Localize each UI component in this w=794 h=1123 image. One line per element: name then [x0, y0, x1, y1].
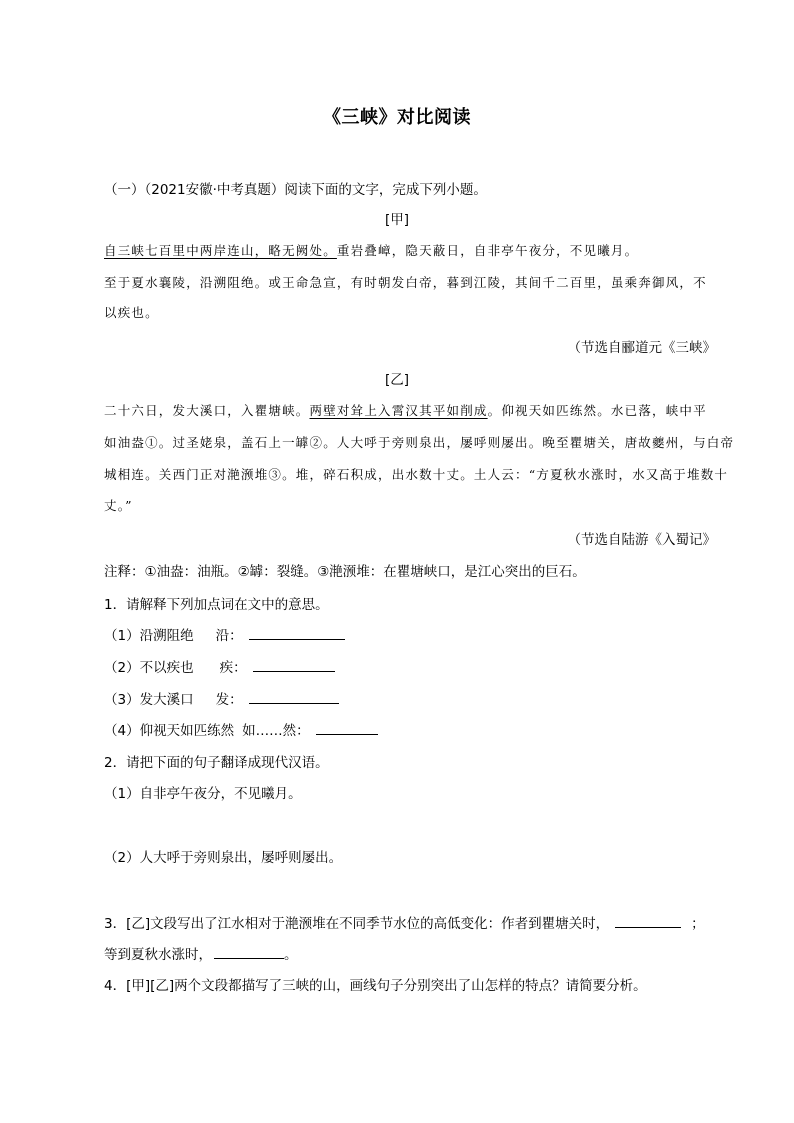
question-3-line-1: [104, 912, 705, 932]
intro-text: （一）（2021安徽·中考真题）阅读下面的文字，完成下列小题。: [104, 182, 487, 198]
question-1-item-2-word: 疾：: [219, 660, 247, 676]
question-1-item-1-word: 沿：: [215, 628, 243, 644]
question-3-line-2: [104, 943, 298, 963]
question-1-item-1-phrase: （1）沿溯阻绝: [104, 628, 194, 644]
yi-underlined-sentence: 两壁对耸上入霄汉其平如削成: [309, 403, 488, 418]
question-1-item-2: [104, 656, 335, 676]
question-3-period: 。: [284, 947, 298, 963]
jia-paragraph-1: [104, 241, 638, 259]
page-title: 《三峡》对比阅读: [323, 107, 471, 128]
yi-line-1-start: 二十六日，发大溪口，入瞿塘峡。: [104, 403, 310, 418]
question-1-item-1: [104, 624, 345, 644]
question-1-item-4-phrase: （4）仰视天如匹练然: [104, 723, 235, 739]
answer-blank-1-2[interactable]: [253, 659, 335, 672]
answer-blank-3-1[interactable]: [615, 915, 681, 928]
jia-underlined-sentence: 自三峡七百里中两岸连山，略无阙处。: [104, 243, 337, 258]
yi-line-2: 如油盎①。过圣姥泉，盖石上一罅②。人大呼于旁则泉出，屡呼则屡出。晚至瞿塘关，唐故夔州，与白帝: [104, 435, 735, 450]
question-1-item-4: [104, 719, 378, 739]
question-1-item-4-word: 如……然：: [242, 723, 310, 739]
notes-text: 注释：①油盎：油瓶。②罅：裂缝。③滟滪堆：在瞿塘峡口，是江心突出的巨石。: [104, 564, 586, 580]
question-4-stem: 4．[甲][乙]两个文段都描写了三峡的山，画线句子分别突出了山怎样的特点？请简要分析。: [104, 978, 647, 994]
jia-heading: [甲]: [384, 212, 410, 228]
question-2-item-2: （2）人大呼于旁则泉出，屡呼则屡出。: [104, 850, 343, 866]
yi-line-3: 城相连。关西门正对滟滪堆③。堆，碎石积成，出水数十丈。土人云：“方夏秋水涨时，水又高于堆数十: [104, 467, 729, 482]
question-3-semicolon: ；: [691, 916, 705, 932]
question-1-item-2-phrase: （2）不以疾也: [104, 660, 194, 676]
question-2-stem: 2．请把下面的句子翻译成现代汉语。: [104, 755, 329, 771]
question-1-item-3: [104, 688, 339, 708]
jia-source: （节选自郦道元《三峡》: [567, 340, 716, 356]
yi-line-1-end: 。仰视天如匹练然。水已落，峡中平: [487, 403, 707, 418]
yi-line-1: [104, 401, 707, 419]
jia-paragraph-2-line-2: 以疾也。: [104, 305, 159, 320]
yi-heading: [乙]: [384, 372, 410, 388]
jia-p1-rest: 重岩叠嶂，隐天蔽日，自非亭午夜分，不见曦月。: [336, 243, 639, 258]
answer-blank-1-3[interactable]: [249, 691, 339, 704]
question-2-item-1: （1）自非亭午夜分，不见曦月。: [104, 786, 302, 802]
yi-source: （节选自陆游《入蜀记》: [567, 532, 716, 548]
answer-blank-3-2[interactable]: [214, 946, 284, 959]
answer-blank-1-4[interactable]: [316, 722, 378, 735]
question-1-item-3-word: 发：: [215, 692, 243, 708]
answer-blank-1-1[interactable]: [249, 627, 345, 640]
yi-line-4: 丈。”: [104, 498, 133, 513]
jia-paragraph-2-line-1: 至于夏水襄陵，沿溯阻绝。或王命急宣，有时朝发白帝，暮到江陵，其间千二百里，虽乘奔御风，不: [104, 275, 707, 290]
question-3-text-1: 3．[乙]文段写出了江水相对于滟滪堆在不同季节水位的高低变化：作者到瞿塘关时，: [104, 916, 610, 932]
question-1-item-3-phrase: （3）发大溪口: [104, 692, 194, 708]
question-1-stem: 1．请解释下列加点词在文中的意思。: [104, 597, 329, 613]
question-3-text-2: 等到夏秋水涨时，: [104, 947, 212, 963]
